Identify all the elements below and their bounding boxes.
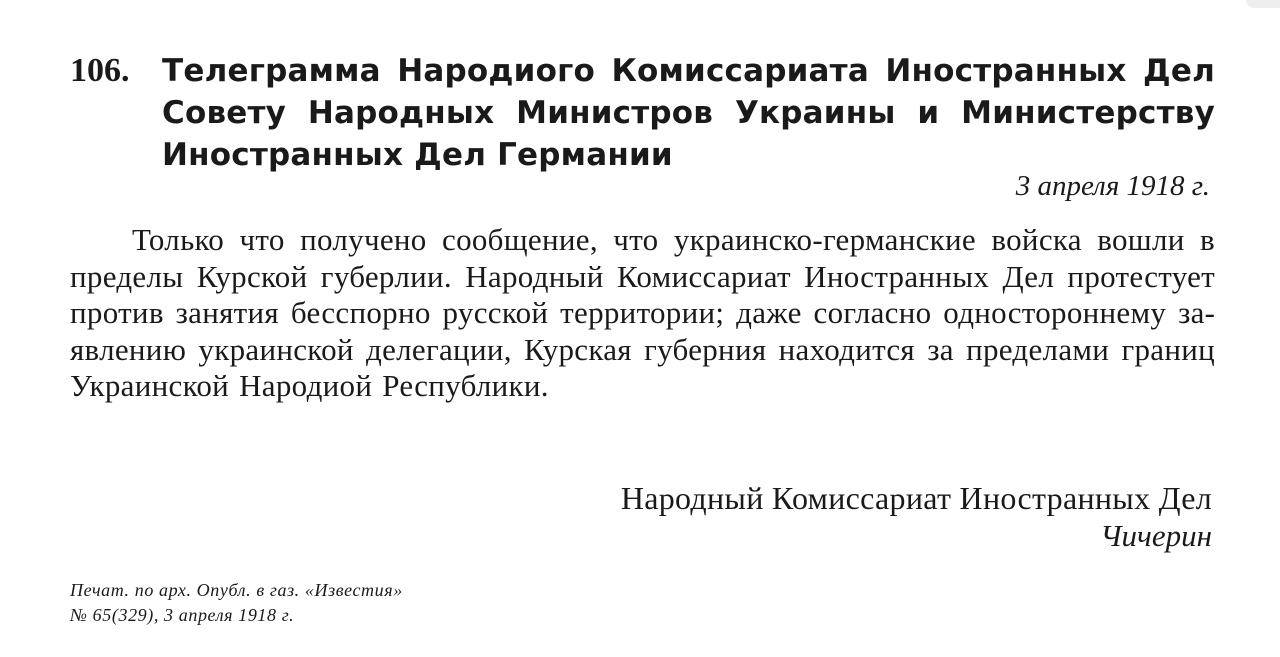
signature-name: Чичерин: [1100, 518, 1212, 553]
document-title: Телеграмма Народиого Комиссариата Иностранных Дел Совету Народных Министров Украины и Министерству Иностранных Дел Германии: [162, 53, 1215, 173]
source-note-line-1: Печат. по арх. Опубл. в газ. «Известия»: [70, 580, 403, 600]
document-heading: [70, 50, 1215, 176]
document-body: Только что получено сообщение, что украинско-германские войска вошли в пределы Курской губерлии. Народный Комиссариат Иностранных Дел протестует против занятия бесспорно русской территории; даже согласно одностороннему заявлению украинской делегации, Курская губерния находится за пределами границ Украинской Народиой Республики.: [70, 222, 1215, 403]
corner-decoration: [1246, 0, 1280, 8]
signature-organization: Народный Комиссариат Иностранных Дел: [620, 480, 1212, 516]
signature-block: [621, 480, 1212, 556]
document-number: 106.: [70, 52, 130, 89]
source-note: [70, 578, 690, 628]
document-date: 3 апреля 1918 г.: [1015, 170, 1210, 202]
source-note-line-2: № 65(329), 3 апреля 1918 г.: [70, 605, 295, 625]
